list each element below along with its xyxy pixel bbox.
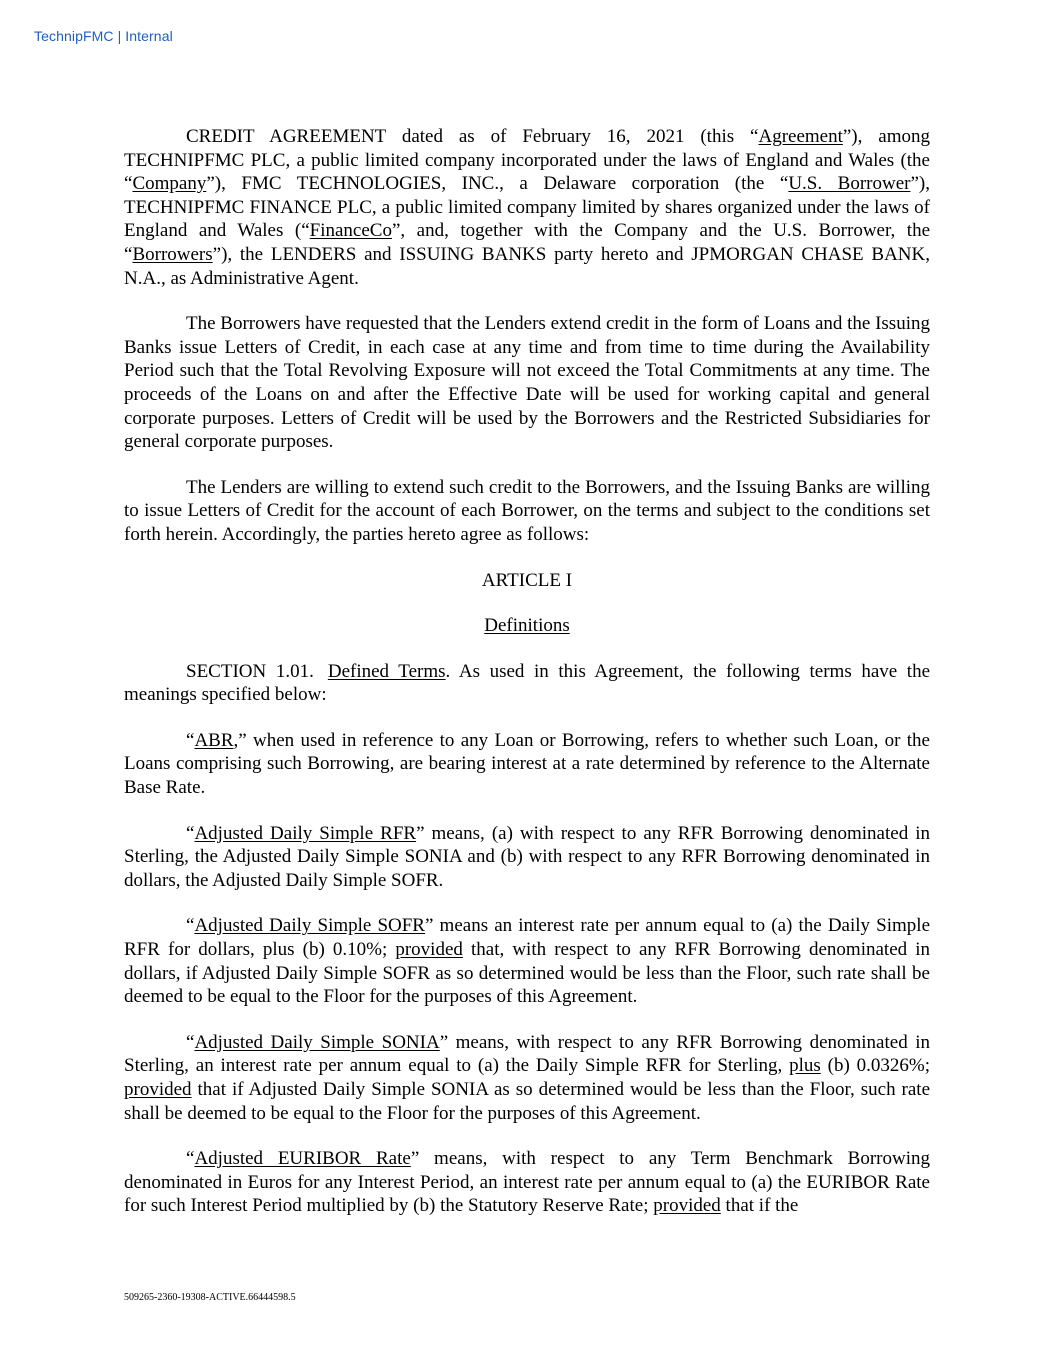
document-id-footer: 509265-2360-19308-ACTIVE.66444598.5 bbox=[124, 1292, 296, 1303]
definition-adjusted-daily-simple-rfr: “Adjusted Daily Simple RFR” means, (a) with respect to any RFR Borrowing denominated in Sterling, the Adjusted Daily Simple SONIA and (b) with respect to any RFR Borrowing denominated in dollars, the Adjusted Daily Simple SOFR. bbox=[124, 822, 930, 891]
section-text: . As used in this Agreement, the following terms have the meanings specified below: bbox=[124, 660, 931, 706]
definition-text: ” means, with respect to any RFR Borrowing denominated in Sterling, an interest rate per annum equal to (a) the Daily Simple RFR for Sterling, bbox=[124, 1031, 930, 1077]
definition-text: (b) 0.0326%; bbox=[820, 1055, 930, 1077]
definition-text: ,” when used in reference to any Loan or Borrowing, refers to whether such Loan, or the Loans comprising such Borrowing, are bearing interest at a rate determined by reference to the Alternate Base Rate. bbox=[124, 729, 930, 799]
article-title-text: Definitions bbox=[484, 615, 570, 637]
definition-adjusted-daily-simple-sofr: “Adjusted Daily Simple SOFR” means an interest rate per annum equal to (a) the Daily Simple RFR for dollars, plus (b) 0.10%; provided that, with respect to any RFR Borrowing denominated in dollars, if Adjusted Daily Simple SOFR as so determined would be less than the Floor, such rate shall be deemed to be equal to the Floor for the purposes of this Agreement. bbox=[124, 915, 931, 1008]
definition-term: Adjusted Daily Simple SONIA bbox=[194, 1031, 440, 1053]
preamble-text: ”), TECHNIPFMC FINANCE PLC, a public limited company limited by shares organized under the laws of England and Wales (“ bbox=[124, 173, 930, 242]
document-body bbox=[124, 125, 930, 1240]
definition-term: Adjusted Daily Simple RFR bbox=[194, 822, 417, 844]
proviso-term: provided bbox=[395, 939, 463, 961]
defined-term-us-borrower: U.S. Borrower bbox=[788, 173, 911, 195]
defined-term-financeco: FinanceCo bbox=[309, 220, 392, 242]
preamble-paragraph bbox=[124, 125, 930, 290]
proviso-term: provided bbox=[653, 1195, 721, 1217]
definition-text: that if Adjusted Daily Simple SONIA as so determined would be less than the Floor, such rate shall be deemed to be equal to the Floor for the purposes of this Agreement. bbox=[124, 1079, 930, 1124]
preamble-text: ”), FMC TECHNOLOGIES, INC., a Delaware corporation (the “ bbox=[206, 173, 789, 195]
definition-adjusted-euribor-rate: “Adjusted EURIBOR Rate” means, with respect to any Term Benchmark Borrowing denominated in Euros for any Interest Period, an interest rate per annum equal to (a) the EURIBOR Rate for such Interest Period multiplied by (b) the Statutory Reserve Rate; provided that if the bbox=[124, 1148, 930, 1217]
definition-adjusted-daily-simple-sonia: “Adjusted Daily Simple SONIA” means, with respect to any RFR Borrowing denominated in Sterling, an interest rate per annum equal to (a) the Daily Simple RFR for Sterling, plus (b) 0.0326%; provided that if Adjusted Daily Simple SONIA as so determined would be less than the Floor, such rate shall be deemed to be equal to the Floor for the purposes of this Agreement. bbox=[124, 1031, 930, 1124]
definition-abr: “ABR,” when used in reference to any Loan or Borrowing, refers to whether such Loan, or the Loans comprising such Borrowing, are bearing interest at a rate determined by reference to the Alternate Base Rate. bbox=[124, 729, 930, 799]
section-1-01 bbox=[124, 660, 930, 707]
preamble-text: ”, and, together with the Company and the U.S. Borrower, the “ bbox=[124, 220, 931, 265]
preamble-text: CREDIT AGREEMENT dated as of February 16, 2021 (this “ bbox=[186, 126, 759, 147]
definition-text: that, with respect to any RFR Borrowing denominated in dollars, if Adjusted Daily Simple SOFR as so determined would be less than the Floor, such rate shall be deemed to be equal to the Floor for the purposes of this Agreement. bbox=[124, 939, 931, 1008]
defined-term-borrowers: Borrowers bbox=[132, 243, 213, 265]
definition-term: Adjusted Daily Simple SOFR bbox=[194, 915, 425, 937]
definition-term: Adjusted EURIBOR Rate bbox=[194, 1148, 411, 1170]
definition-text: ” means an interest rate per annum equal to (a) the Daily Simple RFR for dollars, plus (b) 0.10%; bbox=[124, 915, 931, 961]
definition-text: ” means, (a) with respect to any RFR Borrowing denominated in Sterling, the Adjusted Daily Simple SONIA and (b) with respect to any RFR Borrowing denominated in dollars, the Adjusted Daily Simple SOFR. bbox=[124, 822, 930, 891]
section-heading: Defined Terms bbox=[327, 660, 446, 682]
article-title bbox=[124, 614, 930, 638]
definition-text: ” means, with respect to any Term Benchmark Borrowing denominated in Euros for any Interest Period, an interest rate per annum equal to (a) the EURIBOR Rate for such Interest Period multiplied by (b) the Statutory Reserve Rate; bbox=[124, 1148, 930, 1217]
preamble-text: ”), among TECHNIPFMC PLC, a public limited company incorporated under the laws of England and Wales (the “ bbox=[124, 126, 930, 195]
section-number: SECTION 1.01. bbox=[186, 660, 314, 682]
proviso-term: provided bbox=[124, 1079, 192, 1100]
classification-label: TechnipFMC | Internal bbox=[34, 28, 173, 44]
recital-paragraph-1: The Borrowers have requested that the Lenders extend credit in the form of Loans and the Issuing Banks issue Letters of Credit, in each case at any time and from time to time during the Availability Period such that the Total Revolving Exposure will not exceed the Total Commitments at any time. The proceeds of the Loans on and after the Effective Date will be used for working capital and general corporate purposes. Letters of Credit will be used by the Borrowers and the Restricted Subsidiaries for general corporate purposes. bbox=[124, 313, 930, 453]
recital-paragraph-2: The Lenders are willing to extend such credit to the Borrowers, and the Issuing Banks are willing to issue Letters of Credit for the account of each Borrower, on the terms and subject to the conditions set forth herein. Accordingly, the parties hereto agree as follows: bbox=[124, 476, 930, 545]
plus-term: plus bbox=[789, 1055, 821, 1077]
article-number: ARTICLE I bbox=[481, 569, 573, 591]
defined-term-agreement: Agreement bbox=[758, 126, 843, 147]
preamble-text: ”), the LENDERS and ISSUING BANKS party hereto and JPMORGAN CHASE BANK, N.A., as Administrative Agent. bbox=[124, 243, 930, 289]
definition-text: that if the bbox=[720, 1195, 799, 1217]
definition-term: ABR bbox=[194, 729, 234, 751]
defined-term-company: Company bbox=[132, 173, 207, 195]
